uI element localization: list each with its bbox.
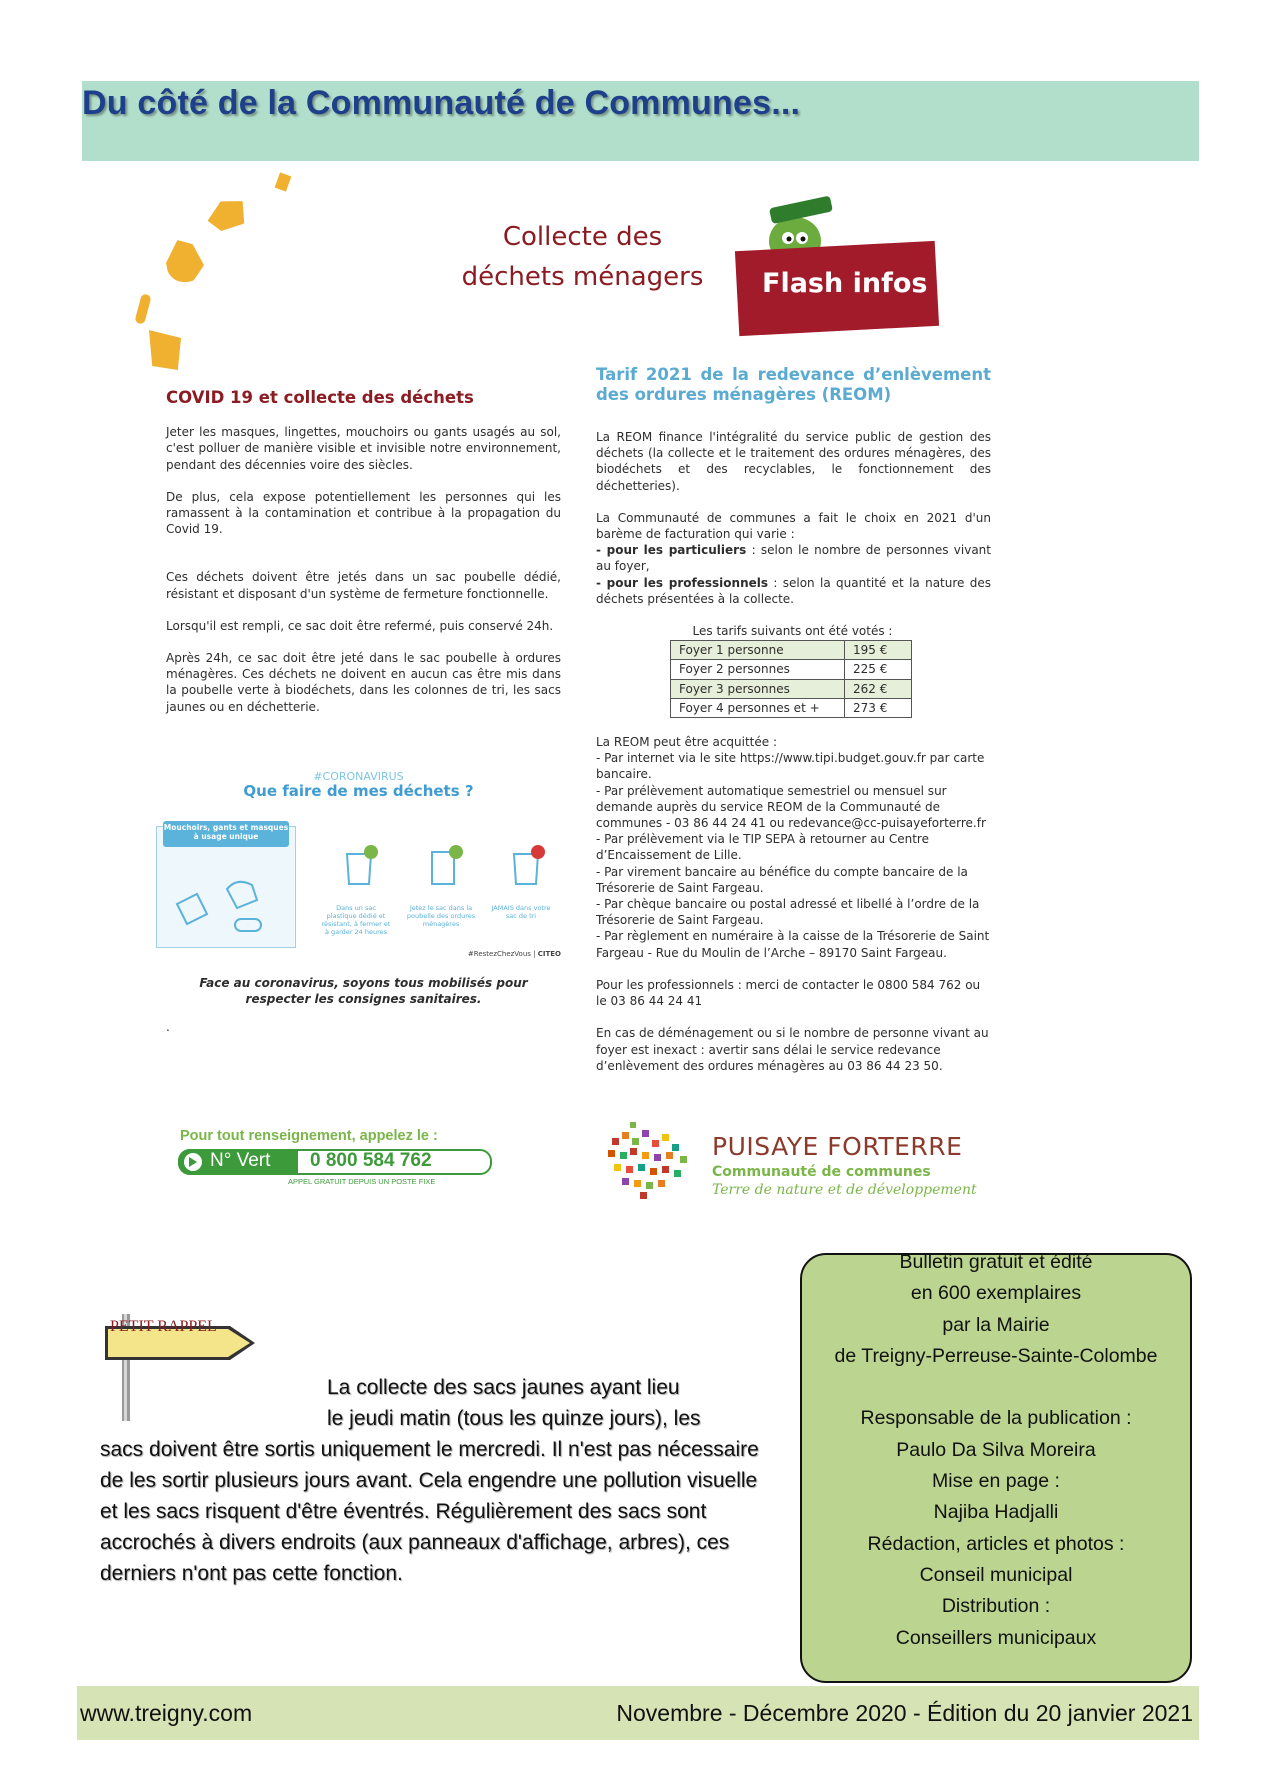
logo-sub: Communauté de communes bbox=[712, 1164, 931, 1180]
infographic-footer: #RestezChezVous | CITEO bbox=[467, 950, 561, 958]
payment-line: - Par chèque bancaire ou postal adressé et libellé à l’ordre de la Trésorerie de Saint Fargeau. bbox=[596, 897, 980, 928]
info-line: Mise en page : bbox=[932, 1470, 1060, 1493]
table-row bbox=[671, 698, 912, 717]
citeo-brand: CITEO bbox=[537, 950, 561, 958]
tariff-amount: 195 € bbox=[845, 641, 912, 660]
reom-paragraph: La REOM finance l'intégralité du service public de gestion des déchets (la collecte et le traitement des ordures ménagères, des biodéchets et des recyclables, le fonctionnement des déchetteries). bbox=[596, 430, 991, 493]
rappel-line: La collecte des sacs jaunes ayant lieu bbox=[327, 1376, 680, 1399]
covid-heading: COVID 19 et collecte des déchets bbox=[166, 388, 474, 407]
tariff-block bbox=[670, 623, 991, 718]
numero-vert-number: 0 800 584 762 bbox=[310, 1150, 432, 1171]
info-line bbox=[800, 1372, 1192, 1403]
footer-website[interactable]: www.treigny.com bbox=[80, 1700, 253, 1726]
rappel-line: le jeudi matin (tous les quinze jours), les bbox=[327, 1407, 701, 1430]
tariff-amount: 273 € bbox=[845, 698, 912, 717]
trash-bin-check-icon bbox=[424, 842, 464, 888]
covid-paragraph: De plus, cela expose potentiellement les personnes qui les ramassent à la contamination et contribue à la propagation du Covid 19. bbox=[166, 489, 561, 537]
recycle-bag-cross-icon bbox=[506, 842, 546, 888]
logo-name: PUISAYE FORTERRE bbox=[712, 1132, 963, 1161]
numero-vert-banner bbox=[178, 1128, 508, 1190]
billing-item-text: : selon la quantité et la nature des déchets présentées à la collecte. bbox=[596, 575, 992, 606]
rappel-text bbox=[100, 1372, 770, 1589]
billing-item-label: - pour les particuliers bbox=[596, 543, 747, 558]
tariff-table bbox=[670, 640, 912, 718]
numero-vert-intro: Pour tout renseignement, appelez le : bbox=[180, 1128, 438, 1144]
footer-edition-date: Novembre - Décembre 2020 - Édition du 20 janvier 2021 bbox=[616, 1700, 1193, 1726]
step-1-text: Dans un sac plastique dédié et résistant, à fermer et à garder 24 heures bbox=[321, 904, 391, 936]
step-2-text: Jetez le sac dans la poubelle des ordures ménagères bbox=[406, 904, 476, 928]
table-row bbox=[671, 641, 912, 660]
billing-intro: La Communauté de communes a fait le choix en 2021 d'un barème de facturation qui varie : bbox=[596, 510, 991, 542]
table-row bbox=[671, 679, 912, 698]
covid-paragraph: Jeter les masques, lingettes, mouchoirs ou gants usagés au sol, c'est polluer de manière visible et invisible notre environnement, pendant des décennies voire des siècles. bbox=[166, 425, 561, 472]
masks-gloves-icon bbox=[157, 849, 295, 949]
payment-line: - Par internet via le site https://www.tipi.budget.gouv.fr par carte bancaire. bbox=[596, 751, 985, 782]
info-line: par la Mairie bbox=[942, 1313, 1050, 1336]
infographic-hashtag: #CORONAVIRUS bbox=[313, 770, 404, 783]
tariff-label: Foyer 3 personnes bbox=[671, 679, 845, 698]
tariff-label: Foyer 2 personnes bbox=[671, 660, 845, 679]
table-row bbox=[671, 660, 912, 679]
reom-heading: Tarif 2021 de la redevance d’enlèvement des ordures ménagères (REOM) bbox=[596, 365, 991, 404]
payment-methods bbox=[596, 734, 991, 961]
reom-article bbox=[596, 365, 991, 1090]
info-line: Conseil municipal bbox=[919, 1563, 1073, 1586]
tariff-amount: 262 € bbox=[845, 679, 912, 698]
arrow-right-icon bbox=[183, 1152, 203, 1172]
pro-contact: Pour les professionnels : merci de contacter le 0800 584 762 ou le 03 86 44 24 41 bbox=[596, 977, 981, 1009]
tariff-caption: Les tarifs suivants ont été votés : bbox=[692, 624, 893, 639]
infographic-title: Que faire de mes déchets ? bbox=[243, 782, 474, 800]
covid-paragraph: Après 24h, ce sac doit être jeté dans le sac poubelle à ordures ménagères. Ces déchets ne doivent en aucun cas être mis dans la poubelle verte à biodéchets, dans les colonnes de tri, les sacs jaunes ou en déchetterie. bbox=[166, 651, 561, 714]
info-line: Rédaction, articles et photos : bbox=[867, 1532, 1125, 1555]
covid-article bbox=[166, 390, 561, 731]
title-line-2: déchets ménagers bbox=[461, 262, 704, 292]
payment-line: La REOM peut être acquittée : bbox=[596, 735, 778, 750]
billing-item-label: - pour les professionnels bbox=[596, 575, 769, 590]
section-title bbox=[445, 217, 720, 297]
restez-chez-vous-tag: #RestezChezVous bbox=[467, 950, 531, 958]
info-line: Najiba Hadjalli bbox=[933, 1501, 1059, 1524]
payment-line: - Par prélèvement via le TIP SEPA à retourner au Centre d’Encaissement de Lille. bbox=[596, 832, 929, 863]
info-line: en 600 exemplaires bbox=[910, 1282, 1082, 1305]
coronavirus-infographic bbox=[156, 770, 561, 965]
territory-map-icon bbox=[600, 1118, 705, 1206]
logo-tagline: Terre de nature et de développement bbox=[712, 1182, 977, 1198]
rappel-body: sacs doivent être sortis uniquement le mercredi. Il n'est pas nécessaire de les sortir plusieurs jours avant. Cela engendre une pollution visuelle et les sacs risquent d'être éventrés. Régulièrement des sacs sont accrochés à divers endroits (aux panneaux d'affichage, arbres), ces derniers n'ont pas cette fonction. bbox=[100, 1438, 759, 1585]
infographic-box bbox=[156, 823, 296, 948]
moving-notice: En cas de déménagement ou si le nombre de personne vivant au foyer est inexact : avertir sans délai le service redevance d’enlèvement des ordures ménagères au 03 86 44 23 50. bbox=[596, 1026, 989, 1073]
numero-vert-sub: APPEL GRATUIT DEPUIS UN POSTE FIXE bbox=[288, 1177, 436, 1186]
info-line: de Treigny-Perreuse-Sainte-Colombe bbox=[834, 1344, 1158, 1367]
reom-billing bbox=[596, 510, 991, 607]
title-line-1: Collecte des bbox=[502, 222, 663, 252]
petit-rappel-label: PETIT RAPPEL bbox=[110, 1318, 217, 1335]
stray-dot: . bbox=[166, 1020, 170, 1034]
tariff-label: Foyer 1 personne bbox=[671, 641, 845, 660]
step-3-text: JAMAIS dans votre sac de tri bbox=[491, 904, 551, 920]
payment-line: - Par prélèvement automatique semestriel ou mensuel sur demande auprès du service REOM de la Communauté de communes - 03 86 44 24 41 ou redevance@cc-puisayeforterre.fr bbox=[596, 783, 986, 831]
numero-vert-label: N° Vert bbox=[210, 1150, 271, 1171]
puisaye-forterre-logo bbox=[600, 1118, 980, 1206]
payment-line: - Par virement bancaire au bénéfice du compte bancaire de la Trésorerie de Saint Fargeau. bbox=[596, 864, 968, 895]
info-line: Responsable de la publication : bbox=[860, 1407, 1132, 1430]
infographic-box-label: Mouchoirs, gants et masques à usage unique bbox=[163, 821, 289, 847]
covid-paragraph: Lorsqu'il est rempli, ce sac doit être refermé, puis conservé 24h. bbox=[166, 618, 554, 633]
bag-check-icon bbox=[339, 842, 379, 888]
infographic-caption: Face au coronavirus, soyons tous mobilisés pour respecter les consignes sanitaires. bbox=[199, 976, 528, 1006]
tariff-amount: 225 € bbox=[845, 660, 912, 679]
tariff-label: Foyer 4 personnes et + bbox=[671, 698, 845, 717]
flash-infos-label: Flash infos bbox=[762, 268, 928, 299]
info-line: Paulo Da Silva Moreira bbox=[896, 1438, 1096, 1461]
page-title: Du côté de la Communauté de Communes... bbox=[82, 84, 801, 122]
payment-line: - Par règlement en numéraire à la caisse de la Trésorerie de Saint Fargeau - Rue du Moulin de l’Arche – 89170 Saint Fargeau. bbox=[596, 929, 990, 960]
info-line: Distribution : bbox=[941, 1595, 1051, 1618]
info-line: Conseillers municipaux bbox=[895, 1626, 1097, 1649]
billing-item-text: : selon le nombre de personnes vivant au foyer, bbox=[596, 543, 991, 574]
info-line: Bulletin gratuit et édité bbox=[899, 1251, 1093, 1273]
publication-info-lines bbox=[800, 1247, 1192, 1654]
covid-paragraph: Ces déchets doivent être jetés dans un sac poubelle dédié, résistant et disposant d'un système de fermeture fonctionnelle. bbox=[166, 570, 561, 601]
